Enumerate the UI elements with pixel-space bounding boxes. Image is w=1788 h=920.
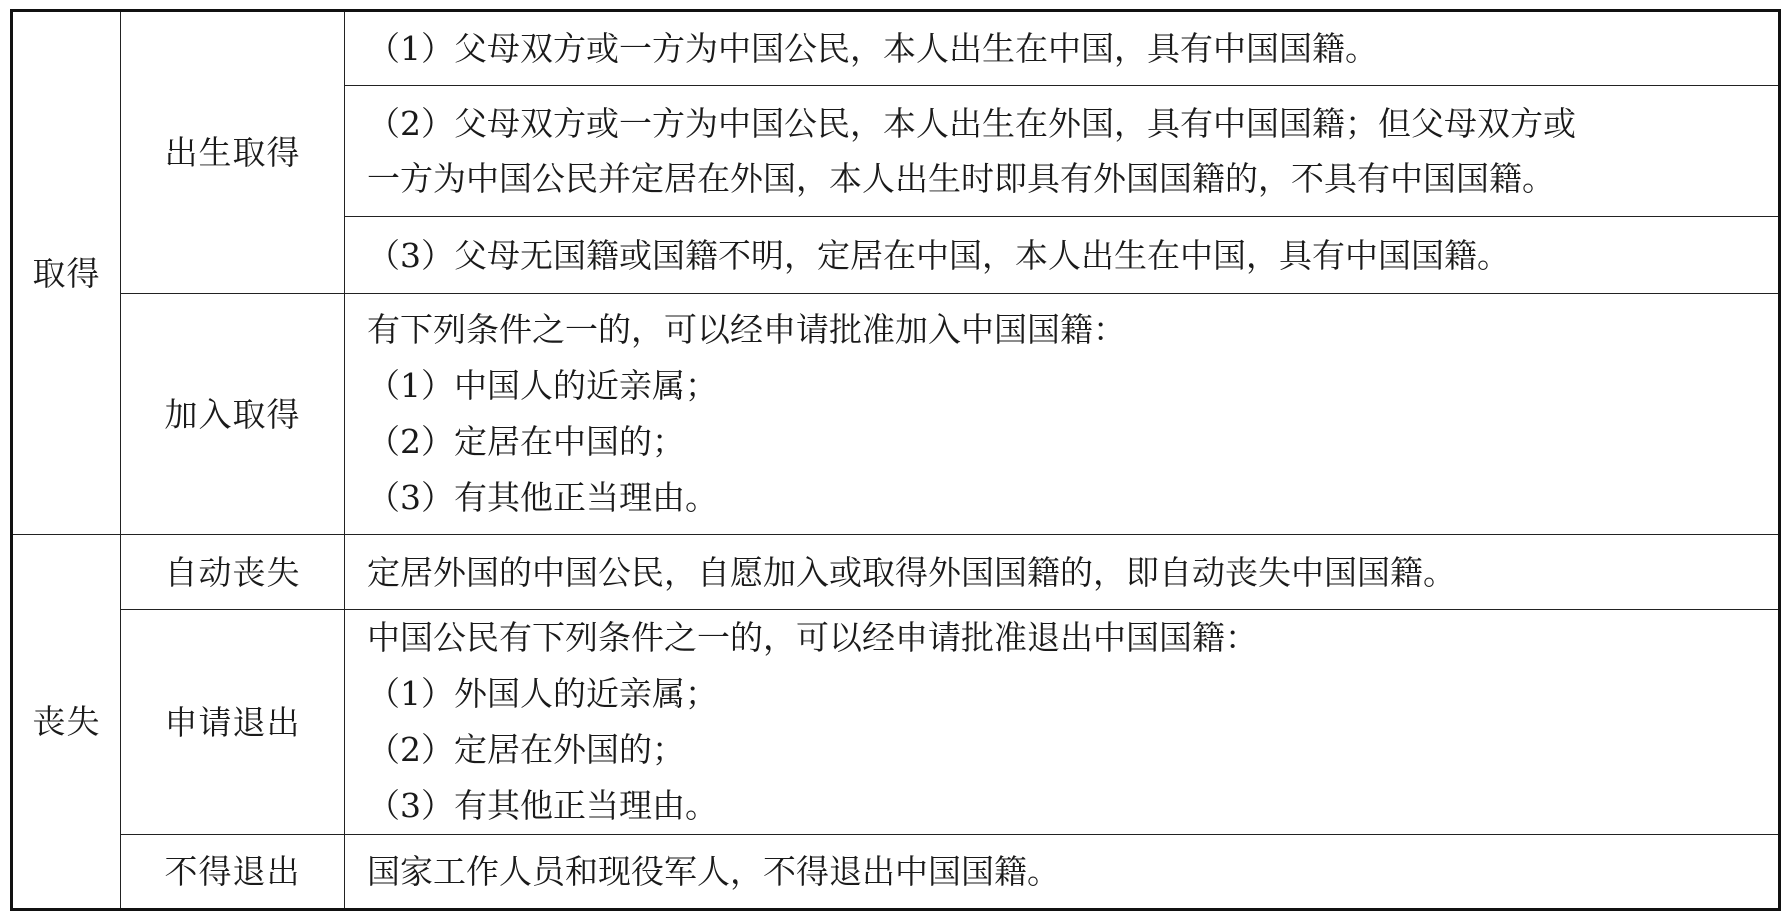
category-cell-acquire <box>12 11 121 535</box>
rule-cell <box>345 86 1780 217</box>
subcategory-label: 不得退出 <box>164 852 301 891</box>
table-row <box>12 835 1780 910</box>
rule-text-line: （1）中国人的近亲属； <box>367 366 718 405</box>
category-cell-loss <box>12 535 121 910</box>
subcategory-cell-naturalization <box>121 294 345 535</box>
table-row <box>12 610 1780 835</box>
nationality-table-container <box>10 9 1781 911</box>
rule-text-line: （3）有其他正当理由。 <box>367 786 718 825</box>
subcategory-cell-birth <box>121 11 345 294</box>
rule-text-line: （2）定居在外国的； <box>367 730 685 769</box>
rule-cell <box>345 835 1780 910</box>
subcategory-cell-automatic-loss <box>121 535 345 610</box>
category-label: 取得 <box>32 253 101 293</box>
category-label: 丧失 <box>32 702 101 741</box>
table-row <box>12 535 1780 610</box>
rule-text-line: 有下列条件之一的，可以经申请批准加入中国国籍： <box>367 310 1126 349</box>
subcategory-cell-no-withdraw <box>121 835 345 910</box>
rule-cell <box>345 610 1780 835</box>
rule-text-line: （3）有其他正当理由。 <box>367 478 718 517</box>
subcategory-cell-apply-withdraw <box>121 610 345 835</box>
subcategory-label: 出生取得 <box>164 133 301 172</box>
rule-cell <box>345 294 1780 535</box>
table-row <box>12 294 1780 535</box>
rule-cell <box>345 217 1780 294</box>
subcategory-label: 申请退出 <box>164 702 301 742</box>
rule-text-line: 中国公民有下列条件之一的，可以经申请批准退出中国国籍： <box>367 618 1258 657</box>
rule-cell <box>345 11 1780 86</box>
table-row <box>12 11 1780 86</box>
rule-text-line: （1）父母双方或一方为中国公民，本人出生在中国，具有中国国籍。 <box>367 29 1378 68</box>
rule-text-line: （2）父母双方或一方为中国公民，本人出生在外国，具有中国国籍；但父母双方或 <box>367 104 1576 143</box>
rule-text-line: （1）外国人的近亲属； <box>367 674 718 713</box>
nationality-table <box>10 9 1781 911</box>
subcategory-label: 自动丧失 <box>164 552 301 592</box>
subcategory-label: 加入取得 <box>164 394 301 434</box>
rule-text-line: 国家工作人员和现役军人，不得退出中国国籍。 <box>367 852 1060 891</box>
rule-text-line: （3）父母无国籍或国籍不明，定居在中国，本人出生在中国，具有中国国籍。 <box>367 235 1510 275</box>
rule-text-line: 定居外国的中国公民，自愿加入或取得外国国籍的，即自动丧失中国国籍。 <box>367 552 1456 592</box>
rule-cell <box>345 535 1780 610</box>
rule-text-line: （2）定居在中国的； <box>367 422 685 461</box>
rule-text-line: 一方为中国公民并定居在外国，本人出生时即具有外国国籍的，不具有中国国籍。 <box>367 159 1555 198</box>
